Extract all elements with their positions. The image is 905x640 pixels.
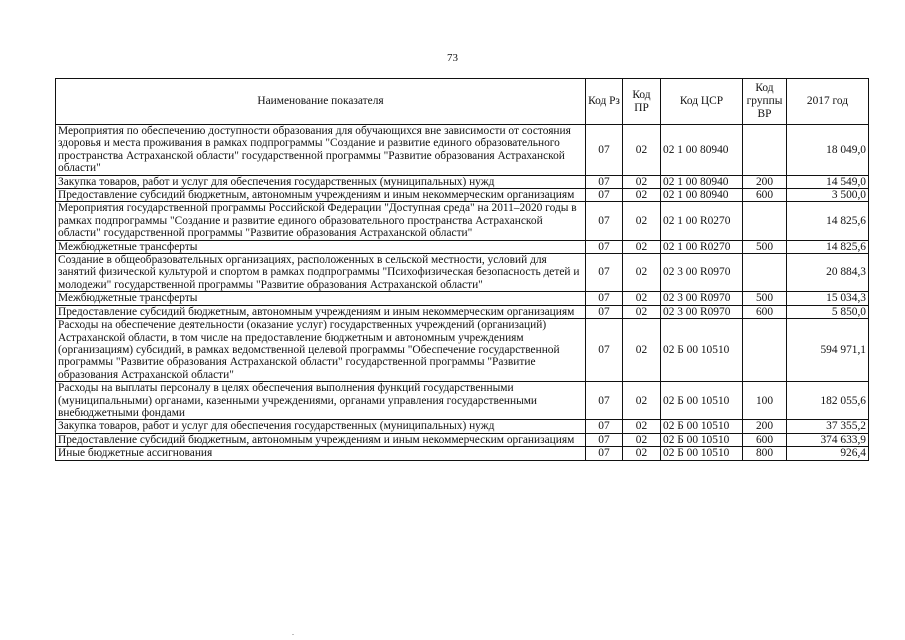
table-row <box>56 305 869 318</box>
header-csr: Код ЦСР <box>661 79 743 125</box>
table-row <box>56 240 869 253</box>
row-pr: 02 <box>623 292 661 305</box>
table-row <box>56 382 869 420</box>
row-csr: 02 3 00 R0970 <box>661 292 743 305</box>
row-rz: 07 <box>586 447 623 460</box>
table-row <box>56 175 869 188</box>
row-vr <box>743 319 787 382</box>
table-row <box>56 254 869 292</box>
row-vr: 200 <box>743 420 787 433</box>
budget-table <box>55 78 869 461</box>
row-name: Мероприятия государственной программы Российской Федерации "Доступная среда" на 2011–2020 годы в рамках подпрограммы "Создание и развитие единого образовательного пространства Астраханской области" государственной программы "Развитие образования Астраханской области" <box>56 202 586 240</box>
table-row <box>56 447 869 460</box>
row-rz: 07 <box>586 254 623 292</box>
header-pr: Код ПР <box>623 79 661 125</box>
row-vr: 800 <box>743 447 787 460</box>
row-amount: 3 500,0 <box>787 189 869 202</box>
row-name: Предоставление субсидий бюджетным, автономным учреждениям и иным некоммерческим организациям <box>56 305 586 318</box>
row-rz: 07 <box>586 420 623 433</box>
row-csr: 02 1 00 80940 <box>661 189 743 202</box>
row-name: Межбюджетные трансферты <box>56 292 586 305</box>
header-row <box>56 79 869 125</box>
row-csr: 02 Б 00 10510 <box>661 382 743 420</box>
row-csr: 02 3 00 R0970 <box>661 254 743 292</box>
row-csr: 02 3 00 R0970 <box>661 305 743 318</box>
row-rz: 07 <box>586 175 623 188</box>
row-name: Предоставление субсидий бюджетным, автономным учреждениям и иным некоммерческим организациям <box>56 433 586 446</box>
table-header <box>56 79 869 125</box>
row-csr: 02 1 00 R0270 <box>661 240 743 253</box>
row-csr: 02 Б 00 10510 <box>661 420 743 433</box>
row-vr: 600 <box>743 189 787 202</box>
row-name: Иные бюджетные ассигнования <box>56 447 586 460</box>
row-amount: 594 971,1 <box>787 319 869 382</box>
row-csr: 02 1 00 80940 <box>661 125 743 176</box>
row-name: Межбюджетные трансферты <box>56 240 586 253</box>
row-csr: 02 Б 00 10510 <box>661 319 743 382</box>
row-amount: 20 884,3 <box>787 254 869 292</box>
row-amount: 37 355,2 <box>787 420 869 433</box>
row-csr: 02 1 00 R0270 <box>661 202 743 240</box>
row-csr: 02 Б 00 10510 <box>661 433 743 446</box>
row-rz: 07 <box>586 305 623 318</box>
header-year: 2017 год <box>787 79 869 125</box>
row-pr: 02 <box>623 433 661 446</box>
row-pr: 02 <box>623 319 661 382</box>
row-rz: 07 <box>586 319 623 382</box>
row-amount: 15 034,3 <box>787 292 869 305</box>
table-row <box>56 189 869 202</box>
row-rz: 07 <box>586 202 623 240</box>
row-name: Предоставление субсидий бюджетным, автономным учреждениям и иным некоммерческим организациям <box>56 189 586 202</box>
row-pr: 02 <box>623 125 661 176</box>
row-pr: 02 <box>623 189 661 202</box>
row-vr: 600 <box>743 433 787 446</box>
row-name: Расходы на выплаты персоналу в целях обеспечения выполнения функций государственными (муниципальными) органами, казенными учреждениями, органами управления государственными внебюджетными фондами <box>56 382 586 420</box>
row-name: Расходы на обеспечение деятельности (оказание услуг) государственных учреждений (организаций) Астраханской области, в том числе на предоставление бюджетным и автономным учреждениям (организациям) субсидий, в рамках ведомственной целевой программы "Обеспечение государственной программы "Развитие образования Астраханской области" государственной программы "Развитие образования Астраханской области" <box>56 319 586 382</box>
row-amount: 14 825,6 <box>787 240 869 253</box>
row-name: Создание в общеобразовательных организациях, расположенных в сельской местности, условий для занятий физической культурой и спортом в рамках подпрограммы "Психофизическая безопасность детей и молодежи" государственной программы "Развитие образования Астраханской области" <box>56 254 586 292</box>
row-vr <box>743 125 787 176</box>
header-vr: Код группы ВР <box>743 79 787 125</box>
row-pr: 02 <box>623 202 661 240</box>
row-rz: 07 <box>586 125 623 176</box>
header-name: Наименование показателя <box>56 79 586 125</box>
row-csr: 02 1 00 80940 <box>661 175 743 188</box>
row-rz: 07 <box>586 292 623 305</box>
row-vr <box>743 254 787 292</box>
row-name: Закупка товаров, работ и услуг для обеспечения государственных (муниципальных) нужд <box>56 175 586 188</box>
row-pr: 02 <box>623 240 661 253</box>
row-pr: 02 <box>623 305 661 318</box>
header-rz: Код Рз <box>586 79 623 125</box>
row-vr: 200 <box>743 175 787 188</box>
row-vr: 500 <box>743 240 787 253</box>
table-body <box>56 125 869 461</box>
row-vr <box>743 202 787 240</box>
row-rz: 07 <box>586 382 623 420</box>
row-csr: 02 Б 00 10510 <box>661 447 743 460</box>
row-name: Закупка товаров, работ и услуг для обеспечения государственных (муниципальных) нужд <box>56 420 586 433</box>
table-row <box>56 420 869 433</box>
row-rz: 07 <box>586 189 623 202</box>
row-amount: 926,4 <box>787 447 869 460</box>
row-amount: 5 850,0 <box>787 305 869 318</box>
row-amount: 14 825,6 <box>787 202 869 240</box>
row-name: Мероприятия по обеспечению доступности образования для обучающихся вне зависимости от состояния здоровья и места проживания в рамках подпрограммы "Создание и развитие единого образовательного пространства Астраханской области" государственной программы "Развитие образования Астраханской области" <box>56 125 586 176</box>
row-pr: 02 <box>623 382 661 420</box>
table-row <box>56 292 869 305</box>
row-pr: 02 <box>623 420 661 433</box>
row-amount: 14 549,0 <box>787 175 869 188</box>
row-pr: 02 <box>623 175 661 188</box>
row-amount: 374 633,9 <box>787 433 869 446</box>
table-row <box>56 319 869 382</box>
table-row <box>56 125 869 176</box>
footer-mark: . <box>292 628 294 637</box>
row-amount: 18 049,0 <box>787 125 869 176</box>
row-vr: 100 <box>743 382 787 420</box>
row-pr: 02 <box>623 254 661 292</box>
row-pr: 02 <box>623 447 661 460</box>
table-row <box>56 433 869 446</box>
row-amount: 182 055,6 <box>787 382 869 420</box>
table-row <box>56 202 869 240</box>
row-rz: 07 <box>586 433 623 446</box>
page-number: 73 <box>447 52 458 64</box>
row-vr: 500 <box>743 292 787 305</box>
row-vr: 600 <box>743 305 787 318</box>
row-rz: 07 <box>586 240 623 253</box>
